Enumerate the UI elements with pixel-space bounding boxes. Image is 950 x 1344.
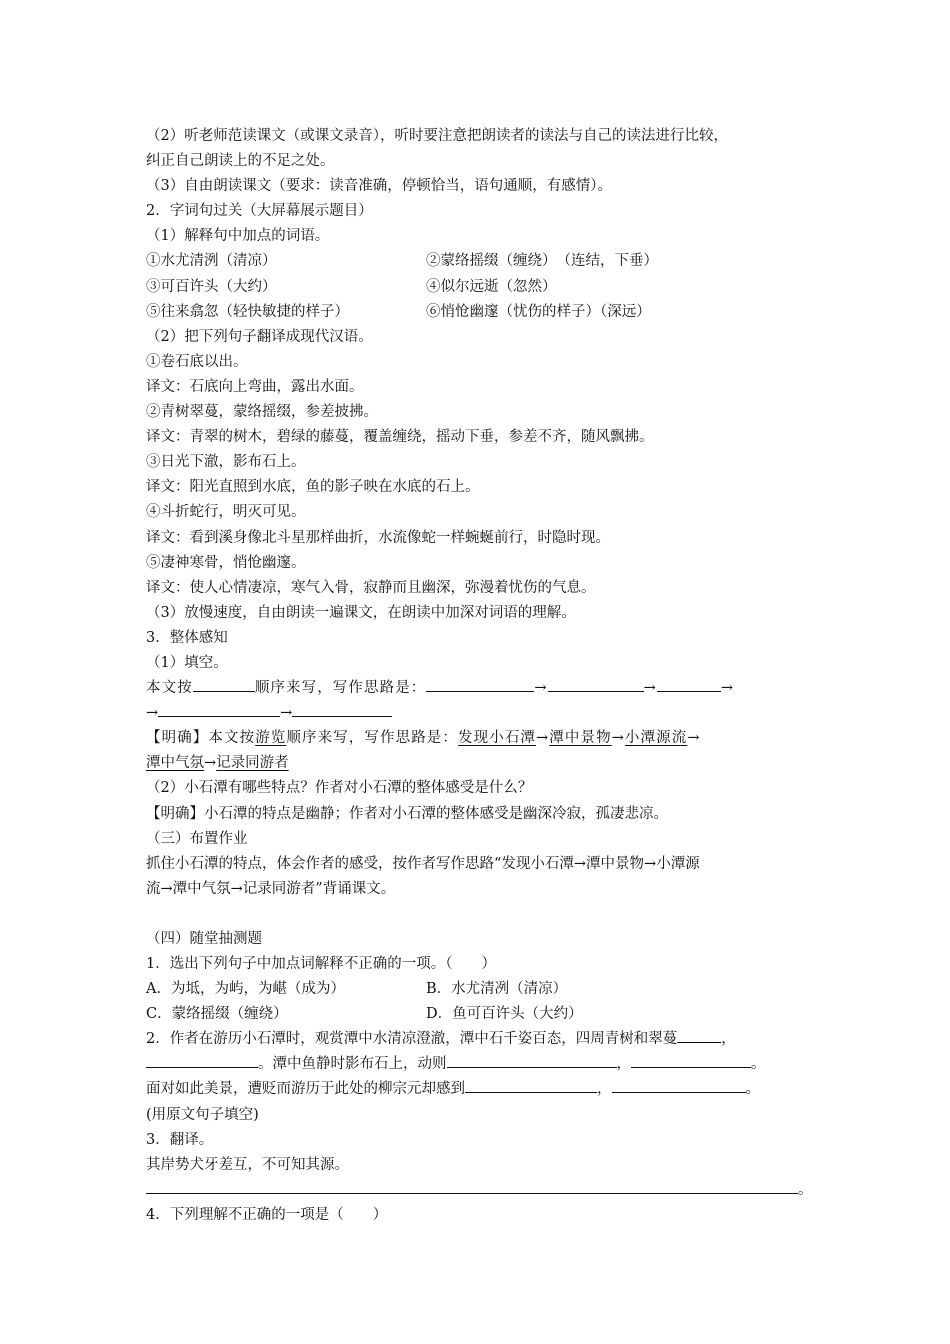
answer-line — [146, 1178, 826, 1203]
arrow-symbol: → — [720, 680, 735, 697]
answer-blank[interactable] — [146, 1179, 798, 1194]
option-row — [146, 977, 826, 1002]
text-fragment: 顺序来写，写作思路是： — [286, 730, 459, 747]
text-fragment: ， — [616, 1056, 631, 1073]
question-text: 1．选出下列句子中加点词解释不正确的一项。（ ） — [146, 956, 496, 972]
fill-blank-line — [146, 701, 826, 726]
option-d: D．鱼可百许头（大约） — [426, 1006, 583, 1023]
section-heading: （四）随堂抽测题 — [146, 930, 262, 947]
text-fragment: 。 — [751, 1056, 766, 1073]
text-line: ④斗折蛇行，明灭可见。 — [146, 504, 306, 521]
text-line: 流→潭中气氛→记录同游者”背诵课文。 — [146, 880, 396, 897]
vocab-item: ①水尤清洌（清凉） — [146, 253, 277, 270]
text-fragment: 。 — [798, 1181, 813, 1198]
answer-line — [146, 751, 826, 776]
answer-blank[interactable] — [465, 1078, 597, 1093]
text-fragment: 。潭中鱼静时影布石上，动则 — [258, 1056, 447, 1073]
underlined-answer: 潭中景物 — [549, 730, 612, 747]
text-fragment: 。 — [745, 1081, 760, 1098]
underlined-answer: 游览 — [255, 730, 287, 747]
text-fragment: 本文按 — [146, 680, 193, 697]
underlined-answer: 小潭源流 — [624, 730, 688, 747]
text-line: （3）放慢速度，自由朗读一遍课文，在朗读中加深对词语的理解。 — [146, 604, 576, 621]
answer-blank[interactable] — [548, 677, 644, 692]
arrow-symbol: → — [687, 730, 701, 747]
section-heading: （三）布置作业 — [146, 830, 248, 847]
text-line: （2）听老师范读课文（或课文录音），听时要注意把朗读者的读法与自己的读法进行比较， — [146, 128, 728, 144]
arrow-symbol: → — [536, 730, 550, 747]
text-fragment: 【明确】本文按 — [146, 730, 256, 747]
text-line: 译文：使人心情凄凉，寒气入骨，寂静而且幽深，弥漫着忧伤的气息。 — [146, 579, 596, 596]
answer-blank[interactable] — [146, 1053, 258, 1068]
answer-line — [146, 726, 826, 751]
text-line: 译文：阳光直照到水底，鱼的影子映在水底的石上。 — [146, 479, 480, 496]
text-line: 【明确】小石潭的特点是幽静；作者对小石潭的整体感受是幽深冷寂，孤凄悲凉。 — [146, 805, 668, 822]
question-text: 4．下列理解不正确的一项是（ ） — [146, 1206, 388, 1223]
vocab-row — [146, 275, 826, 300]
answer-blank[interactable] — [657, 677, 721, 692]
section-heading: 3．整体感知 — [146, 629, 228, 646]
underlined-answer: 记录同游者 — [216, 755, 289, 772]
answer-blank[interactable] — [292, 702, 392, 717]
text-line: ①卷石底以出。 — [146, 353, 248, 370]
text-fragment: 2．作者在游历小石潭时，观赏潭中水清凉澄澈，潭中石千姿百态，四周青树和翠蔓 — [146, 1031, 678, 1048]
arrow-symbol: → — [611, 730, 625, 747]
text-line: 抓住小石潭的特点，体会作者的感受，按作者写作思路“发现小石潭→潭中景物→小潭源 — [146, 855, 700, 872]
text-line: （2）把下列句子翻译成现代汉语。 — [146, 328, 373, 345]
text-line: 其岸势犬牙差互，不可知其源。 — [146, 1156, 349, 1173]
underlined-answer: 潭中气氛 — [146, 755, 204, 772]
text-line: （1）解释句中加点的词语。 — [146, 228, 330, 245]
vocab-item: ②蒙络摇缀（缠绕） （连结，下垂） — [426, 253, 658, 270]
text-fragment: ， — [721, 1031, 736, 1048]
text-line: 纠正自己朗读上的不足之处。 — [146, 153, 335, 170]
question-text — [146, 1027, 826, 1052]
vocab-item: ④似尔远逝（忽然） — [426, 278, 557, 295]
text-line: ②青树翠蔓，蒙络摇缀，参差披拂。 — [146, 404, 378, 421]
answer-blank[interactable] — [447, 1053, 617, 1068]
arrow-symbol: → — [204, 755, 217, 772]
answer-blank[interactable] — [426, 677, 534, 692]
underlined-answer: 发现小石潭 — [458, 730, 537, 747]
question-text: 3．翻译。 — [146, 1131, 214, 1148]
answer-blank[interactable] — [158, 702, 280, 717]
text-fragment: 面对如此美景，遭贬而游历于此处的柳宗元却感到 — [146, 1081, 465, 1098]
blank-line — [146, 902, 826, 927]
vocab-row — [146, 300, 826, 325]
vocab-item: ③可百许头（大约） — [146, 278, 277, 295]
vocab-item: ⑤往来翕忽（轻快敏捷的样子） — [146, 303, 349, 320]
text-line: 译文：看到溪身像北斗星那样曲折，水流像蛇一样蜿蜒前行，时隐时现。 — [146, 529, 610, 546]
question-text — [146, 1077, 826, 1102]
text-line: ⑤凄神寒骨，悄怆幽邃。 — [146, 554, 306, 571]
answer-blank[interactable] — [193, 677, 255, 692]
text-line: （2）小石潭有哪些特点？作者对小石潭的整体感受是什么？ — [146, 780, 533, 797]
section-heading: 2．字词句过关（大屏幕展示题目） — [146, 203, 373, 220]
option-a: A．为坻，为屿，为嵁（成为） — [146, 981, 345, 998]
option-b: B．水尤清冽（清凉） — [426, 981, 568, 998]
arrow-symbol: → — [643, 680, 657, 697]
text-line: （3）自由朗读课文（要求：读音准确，停顿恰当，语句通顺，有感情）。 — [146, 178, 612, 195]
arrow-symbol: → — [534, 680, 548, 697]
question-text — [146, 1052, 826, 1077]
arrow-symbol: → — [280, 705, 293, 722]
text-fragment: ， — [597, 1081, 612, 1098]
option-c: C．蒙络摇缀（缠绕） — [146, 1006, 288, 1023]
text-line: 译文：石底向上弯曲，露出水面。 — [146, 378, 364, 395]
text-line: （1）填空。 — [146, 654, 228, 671]
answer-blank[interactable] — [631, 1053, 751, 1068]
option-row — [146, 1002, 826, 1027]
document-page — [146, 124, 826, 1228]
text-line: (用原文句子填空) — [146, 1106, 259, 1123]
text-line: ③日光下澈，影布石上。 — [146, 454, 306, 471]
vocab-row — [146, 249, 826, 274]
text-line: 译文：青翠的树木，碧绿的藤蔓，覆盖缠绕，摇动下垂，参差不齐，随风飘拂。 — [146, 429, 654, 446]
vocab-item: ⑥悄怆幽邃（忧伤的样子）（深远） — [426, 303, 651, 320]
arrow-symbol: → — [146, 705, 159, 722]
answer-blank[interactable] — [612, 1078, 746, 1093]
text-fragment: 顺序来写，写作思路是： — [254, 680, 427, 697]
answer-blank[interactable] — [677, 1028, 721, 1043]
fill-blank-line — [146, 676, 826, 701]
